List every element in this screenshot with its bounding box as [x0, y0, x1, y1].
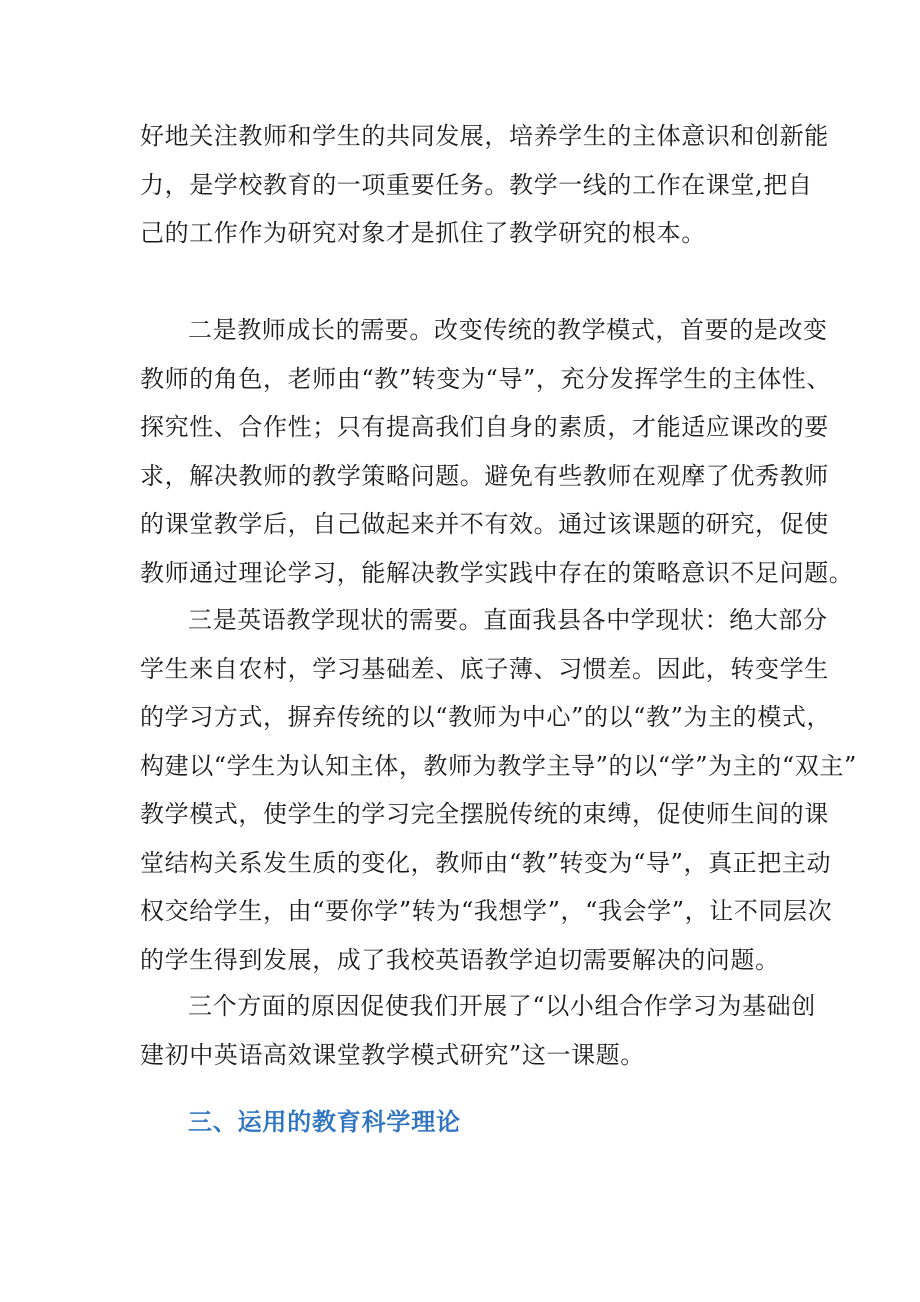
paragraph-line: 教学模式，使学生的学习完全摆脱传统的束缚，促使师生间的课: [140, 800, 829, 828]
paragraph-line: 堂结构关系发生质的变化，教师由“教”转变为“导”，真正把主动: [140, 848, 832, 877]
paragraph-1: [140, 112, 829, 258]
paragraph-3: [140, 596, 857, 984]
paragraph-line: 力，是学校教育的一项重要任务。教学一线的工作在课堂,把自: [140, 170, 813, 199]
paragraph-line: 学生来自农村，学习基础差、底子薄、习惯差。因此，转变学生: [140, 654, 829, 683]
paragraph-line: 的学习方式，摒弃传统的以“教师为中心”的以“教”为主的模式，: [140, 703, 832, 731]
paragraph-line: 求，解决教师的教学策略问题。避免有些教师在观摩了优秀教师: [140, 461, 829, 490]
paragraph-line: 探究性、合作性；只有提高我们自身的素质，才能适应课改的要: [140, 413, 829, 441]
paragraph-line: 构建以“学生为认知主体，教师为教学主导”的以“学”为主的“双主”: [140, 751, 857, 780]
paragraph-line: 三个方面的原因促使我们开展了“以小组合作学习为基础创: [188, 992, 816, 1020]
paragraph-line: 好地关注教师和学生的共同发展，培养学生的主体意识和创新能: [140, 122, 829, 150]
paragraph-line: 权交给学生，由“要你学”转为“我想学”，“我会学”，让不同层次: [140, 897, 833, 925]
paragraph-line: 的学生得到发展，成了我校英语教学迫切需要解决的问题。: [140, 945, 780, 974]
paragraph-line: 二是教师成长的需要。改变传统的教学模式，首要的是改变: [188, 316, 828, 344]
paragraph-4: [140, 982, 816, 1079]
section-heading: 三、运用的教育科学理论: [188, 1108, 461, 1136]
paragraph-line: 的课堂教学后，自己做起来并不有效。通过该课题的研究，促使: [140, 510, 829, 538]
paragraph-line: 建初中英语高效课堂教学模式研究”这一课题。: [140, 1040, 645, 1069]
paragraph-2: [140, 306, 854, 597]
paragraph-line: 己的工作作为研究对象才是抓住了教学研究的根本。: [140, 219, 706, 247]
paragraph-line: 教师的角色，老师由“教”转变为“导”，充分发挥学生的主体性、: [140, 364, 832, 393]
paragraph-line: 教师通过理论学习，能解决教学实践中存在的策略意识不足问题。: [140, 558, 854, 587]
paragraph-line: 三是英语教学现状的需要。直面我县各中学现状：绝大部分: [188, 606, 828, 634]
